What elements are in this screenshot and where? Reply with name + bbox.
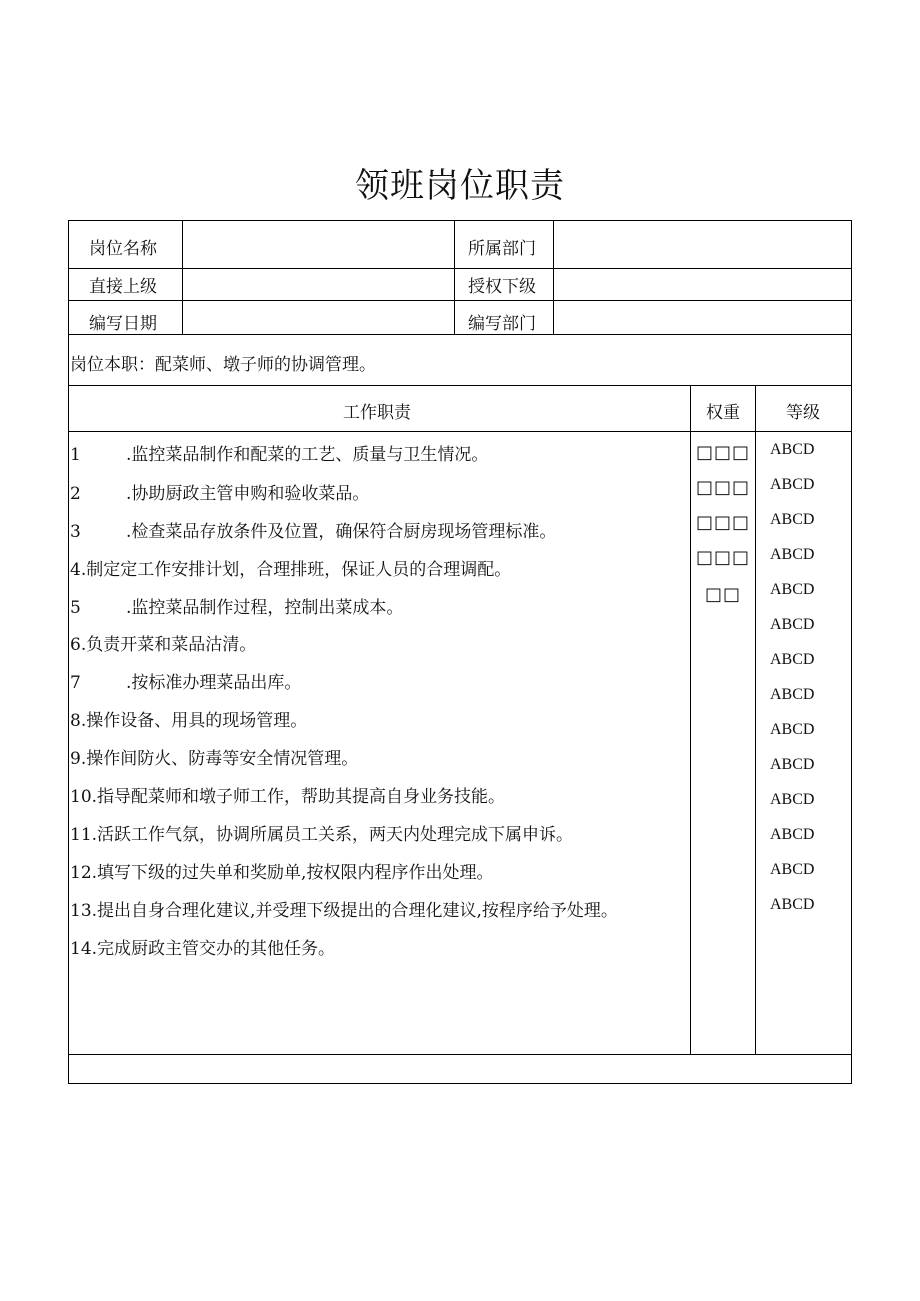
duty-item: 7 .按标准办理菜品出库。 xyxy=(70,673,302,693)
row-divider xyxy=(68,431,852,432)
grade-option: ABCD xyxy=(770,826,815,843)
duty-item: 8.操作设备、用具的现场管理。 xyxy=(70,711,308,731)
duty-item: 2 .协助厨政主管申购和验收菜品。 xyxy=(70,484,370,504)
col-divider xyxy=(553,220,554,334)
duty-item: 12.填写下级的过失单和奖励单,按权限内程序作出处理。 xyxy=(70,863,494,883)
row-divider xyxy=(68,268,852,269)
col-divider xyxy=(755,385,756,1054)
grade-option: ABCD xyxy=(770,861,815,878)
duty-item: 14.完成厨政主管交办的其他任务。 xyxy=(70,939,336,959)
weight-checkboxes[interactable]: □□ xyxy=(704,584,741,605)
date-label: 编写日期 xyxy=(89,314,157,334)
weight-checkboxes[interactable]: □□□ xyxy=(695,442,751,463)
weight-checkboxes[interactable]: □□□ xyxy=(695,512,751,533)
grade-option: ABCD xyxy=(770,546,815,563)
superior-label: 直接上级 xyxy=(89,277,157,297)
duty-item: 6.负责开菜和菜品沽清。 xyxy=(70,635,257,655)
post-name-label: 岗位名称 xyxy=(89,239,157,259)
grade-option: ABCD xyxy=(770,721,815,738)
col-divider xyxy=(454,220,455,334)
row-divider xyxy=(68,334,852,335)
grade-option: ABCD xyxy=(770,441,815,458)
duty-item: 13.提出自身合理化建议,并受理下级提出的合理化建议,按程序给予处理。 xyxy=(70,901,618,921)
duty-item: 4.制定定工作安排计划，合理排班，保证人员的合理调配。 xyxy=(70,560,512,580)
duty-item: 5 .监控菜品制作过程，控制出菜成本。 xyxy=(70,598,404,618)
duty-item: 10.指导配菜师和墩子师工作，帮助其提高自身业务技能。 xyxy=(70,787,506,807)
subordinate-label: 授权下级 xyxy=(468,277,536,297)
col-divider xyxy=(182,220,183,334)
weight-checkboxes[interactable]: □□□ xyxy=(695,477,751,498)
grade-option: ABCD xyxy=(770,896,815,913)
duties-header: 工作职责 xyxy=(343,403,411,423)
weight-checkboxes[interactable]: □□□ xyxy=(695,547,751,568)
grade-option: ABCD xyxy=(770,651,815,668)
grade-header: 等级 xyxy=(786,403,820,423)
row-divider xyxy=(68,385,852,386)
grade-option: ABCD xyxy=(770,476,815,493)
grade-option: ABCD xyxy=(770,791,815,808)
grade-option: ABCD xyxy=(770,581,815,598)
row-divider xyxy=(68,1054,852,1055)
duty-item: 9.操作间防火、防毒等安全情况管理。 xyxy=(70,749,359,769)
weight-header: 权重 xyxy=(706,403,740,423)
duty-summary: 岗位本职：配菜师、墩子师的协调管理。 xyxy=(70,355,376,375)
grade-option: ABCD xyxy=(770,511,815,528)
duty-item: 3 .检查菜品存放条件及位置，确保符合厨房现场管理标准。 xyxy=(70,522,557,542)
grade-option: ABCD xyxy=(770,616,815,633)
duty-item: 1 .监控菜品制作和配菜的工艺、质量与卫生情况。 xyxy=(70,445,489,465)
row-divider xyxy=(68,300,852,301)
dept-label: 所属部门 xyxy=(468,239,536,259)
grade-option: ABCD xyxy=(770,686,815,703)
grade-option: ABCD xyxy=(770,756,815,773)
page-title: 领班岗位职责 xyxy=(355,166,565,206)
duty-item: 11.活跃工作气氛，协调所属员工关系，两天内处理完成下属申诉。 xyxy=(70,825,574,845)
writer-dept-label: 编写部门 xyxy=(468,314,536,334)
